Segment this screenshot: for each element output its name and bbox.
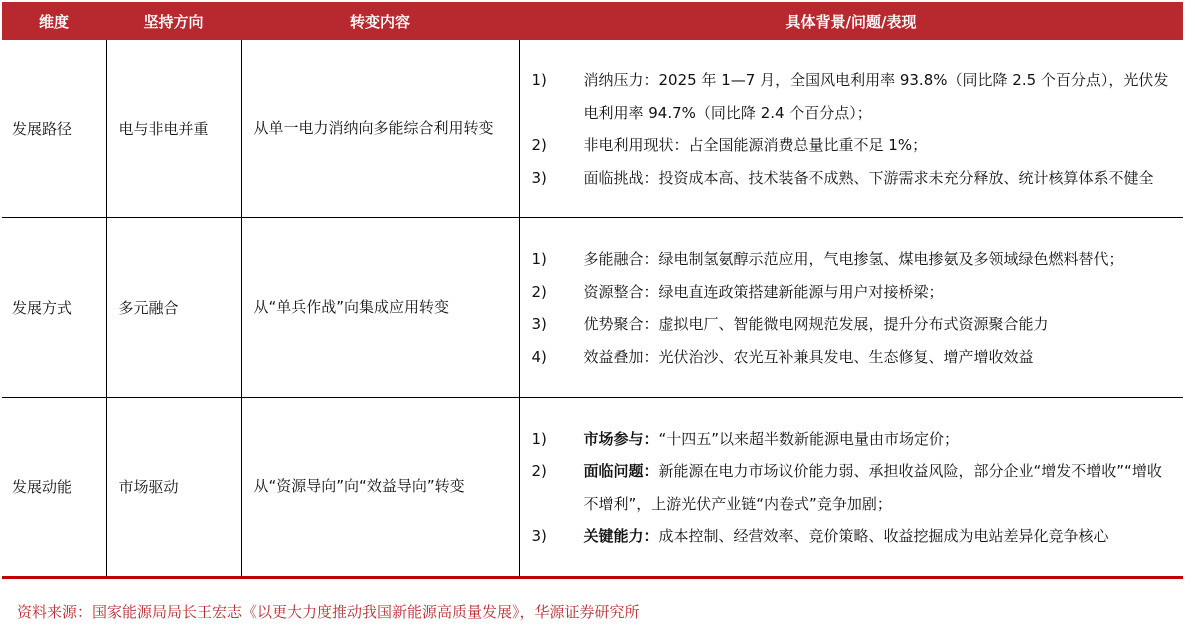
- detail-item: [532, 341, 1174, 374]
- item-text: 成本控制、经营效率、竞价策略、收益挖掘成为电站差异化竞争核心: [658, 527, 1109, 545]
- table-row: [2, 397, 1183, 577]
- item-text: 占全国能源消费总量比重不足 1%；: [688, 136, 928, 155]
- item-text: 新能源在电力市场议价能力弱、承担收益风险，部分企业“增发不增收”“增收不增利”，上游光伏产业链“内卷式”竞争加剧；: [583, 462, 1162, 513]
- item-text: 绿电直连政策搭建新能源与用户对接桥梁；: [658, 282, 944, 301]
- item-label: 面临挑战：: [583, 168, 659, 187]
- item-number: 2): [531, 136, 547, 155]
- item-label: 消纳压力：: [583, 71, 659, 90]
- detail-item: [532, 520, 1174, 553]
- detail-item: [532, 308, 1174, 341]
- detail-item: [532, 455, 1174, 520]
- cell-dimension: 发展路径: [2, 40, 106, 217]
- policy-table: [2, 2, 1183, 579]
- cell-direction: 市场驱动: [106, 397, 241, 577]
- detail-item: [532, 423, 1174, 456]
- item-number: 1): [531, 250, 547, 268]
- cell-details: [519, 397, 1183, 577]
- item-text: 光伏治沙、农光互补兼具发电、生态修复、增产增收效益: [658, 347, 1034, 366]
- detail-item: [532, 243, 1174, 276]
- item-number: 3): [531, 168, 547, 187]
- item-number: 1): [531, 429, 547, 448]
- item-label: 市场参与：: [583, 429, 659, 448]
- cell-dimension: 发展动能: [2, 397, 106, 577]
- header-dimension: 维度: [2, 2, 106, 40]
- item-label: 非电利用现状：: [583, 136, 689, 155]
- cell-direction: 电与非电并重: [106, 40, 241, 217]
- item-number: 3): [531, 527, 547, 545]
- item-number: 4): [531, 347, 547, 366]
- item-text: 虚拟电厂、智能微电网规范发展，提升分布式资源聚合能力: [658, 315, 1049, 333]
- detail-item: [532, 162, 1174, 195]
- item-text: 绿电制氢氨醇示范应用，气电掺氢、煤电掺氨及多领域绿色燃料替代；: [658, 250, 1124, 268]
- item-label: 关键能力：: [583, 527, 659, 545]
- item-text: 2025 年 1—7 月，全国风电利用率 93.8%（同比降 2.5 个百分点），光伏发电利用率 94.7%（同比降 2.4 个百分点）；: [583, 71, 1169, 122]
- cell-change: 从“资源导向”向“效益导向”转变: [241, 397, 519, 577]
- cell-direction: 多元融合: [106, 217, 241, 397]
- item-number: 2): [531, 462, 547, 480]
- header-direction: 坚持方向: [106, 2, 241, 40]
- cell-change: 从“单兵作战”向集成应用转变: [241, 217, 519, 397]
- item-label: 资源整合：: [583, 282, 659, 301]
- item-number: 1): [531, 71, 547, 90]
- header-row: [2, 2, 1183, 40]
- cell-details: [519, 40, 1183, 217]
- item-label: 效益叠加：: [583, 347, 659, 366]
- table-row: [2, 217, 1183, 397]
- item-text: 投资成本高、技术装备不成熟、下游需求未充分释放、统计核算体系不健全: [658, 168, 1154, 187]
- item-label: 优势聚合：: [583, 315, 659, 333]
- item-text: “十四五”以来超半数新能源电量由市场定价；: [658, 429, 960, 448]
- detail-item: [532, 276, 1174, 309]
- item-number: 2): [531, 282, 547, 301]
- detail-item: [532, 129, 1174, 162]
- header-details: 具体背景/问题/表现: [519, 2, 1183, 40]
- cell-dimension: 发展方式: [2, 217, 106, 397]
- item-label: 多能融合：: [583, 250, 659, 268]
- cell-details: [519, 217, 1183, 397]
- table-row: [2, 40, 1183, 217]
- item-number: 3): [531, 315, 547, 333]
- cell-change: 从单一电力消纳向多能综合利用转变: [241, 40, 519, 217]
- detail-item: [532, 64, 1174, 129]
- source-note: 资料来源：国家能源局局长王宏志《以更大力度推动我国新能源高质量发展》，华源证券研究所: [17, 603, 640, 621]
- item-label: 面临问题：: [583, 462, 659, 480]
- header-change: 转变内容: [241, 2, 519, 40]
